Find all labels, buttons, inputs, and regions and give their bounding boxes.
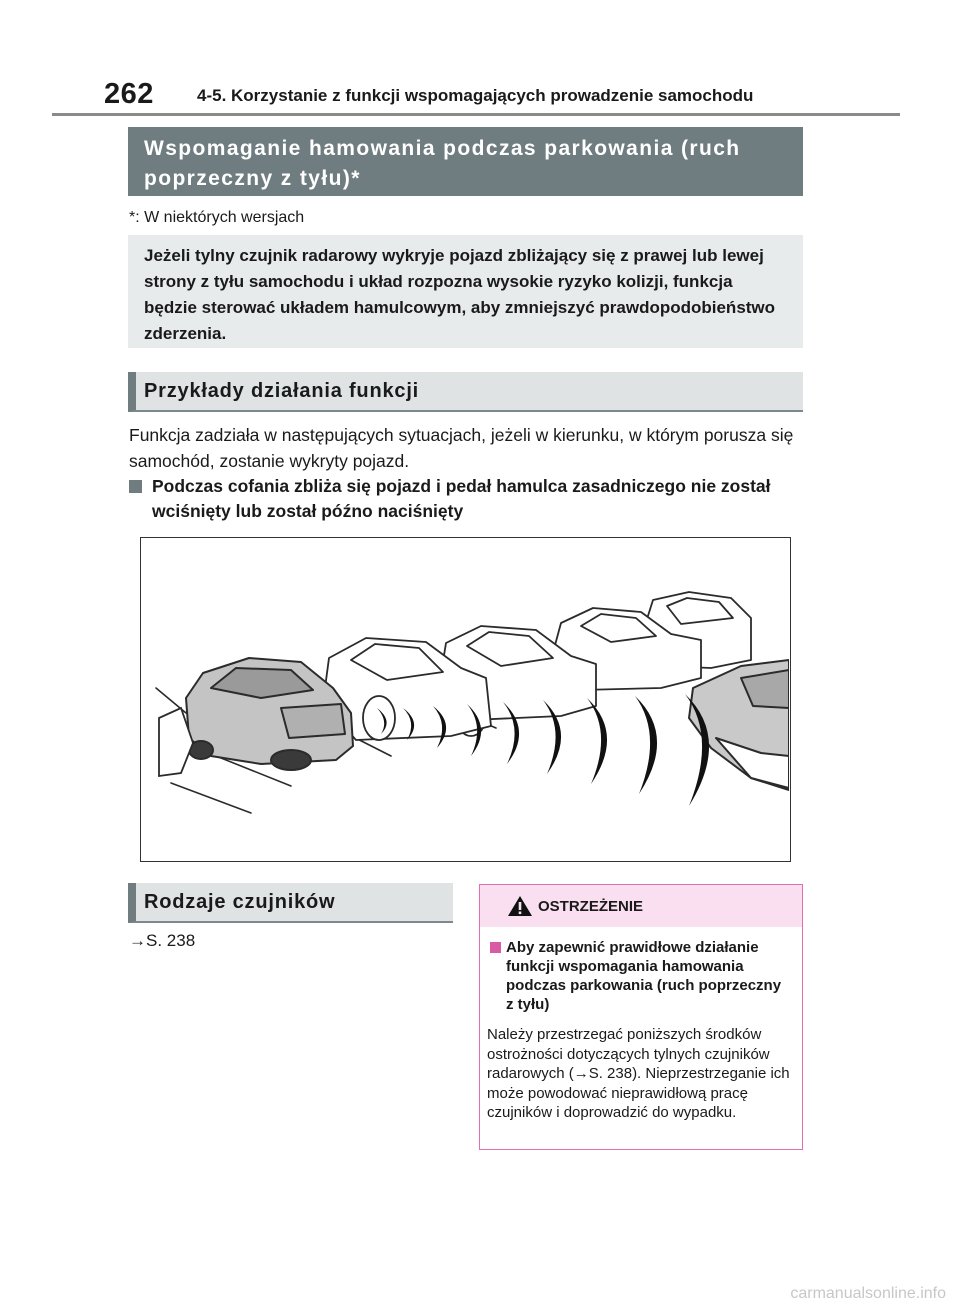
case-label: Podczas cofania zbliża się pojazd i pedał hamulca zasadniczego nie został wciśnięty lub został późno naciśnięty (152, 476, 771, 521)
warning-bullet-text: Aby zapewnić prawidłowe działanie funkcji wspomagania hamowania podczas parkowania (ruch poprzeczny z tyłu) (506, 939, 782, 1013)
case-bullet (129, 474, 799, 524)
watermark: carmanualsonline.info (790, 1285, 946, 1302)
section-title-banner: Wspomaganie hamowania podczas parkowania (ruch poprzeczny z tyłu)* (128, 127, 803, 196)
chapter-title: 4-5. Korzystanie z funkcji wspomagających prowadzenie samochodu (197, 86, 754, 105)
parking-illustration (140, 537, 791, 862)
examples-description: Funkcja zadziała w następujących sytuacjach, jeżeli w kierunku, w którym porusza się samochód, zostanie wykryty pojazd. (129, 425, 794, 471)
examples-heading: Przykłady działania funkcji (128, 372, 803, 412)
intro-box: Jeżeli tylny czujnik radarowy wykryje pojazd zbliżający się z prawej lub lewej strony z tyłu samochodu i układ rozpozna wysokie ryzyko kolizji, funkcja będzie sterować układem hamulcowym, aby zmniejszyć prawdopodobieństwo zderzenia. (128, 235, 803, 348)
warning-header (480, 885, 802, 927)
warning-box (479, 884, 803, 1150)
square-bullet-icon (129, 480, 142, 493)
warning-title: OSTRZEŻENIE (538, 898, 644, 915)
square-bullet-icon (490, 942, 501, 953)
warning-bullet (490, 938, 790, 1014)
page-number: 262 (104, 78, 154, 110)
footnote: *: W niektórych wersjach (129, 209, 305, 226)
warning-triangle-icon (507, 895, 533, 917)
warning-body: Należy przestrzegać poniższych środków ostrożności dotyczących tylnych czujników radarowych (→S. 238). Nieprzestrzeganie ich może powodować nieprawidłową pracę czujników i doprowadzić do wypadku. (487, 1026, 790, 1121)
sensors-heading: Rodzaje czujników (128, 883, 453, 923)
header-divider (52, 113, 900, 116)
rear-cross-traffic-drawing (141, 538, 789, 860)
sensors-page-reference: →S. 238 (129, 931, 196, 950)
